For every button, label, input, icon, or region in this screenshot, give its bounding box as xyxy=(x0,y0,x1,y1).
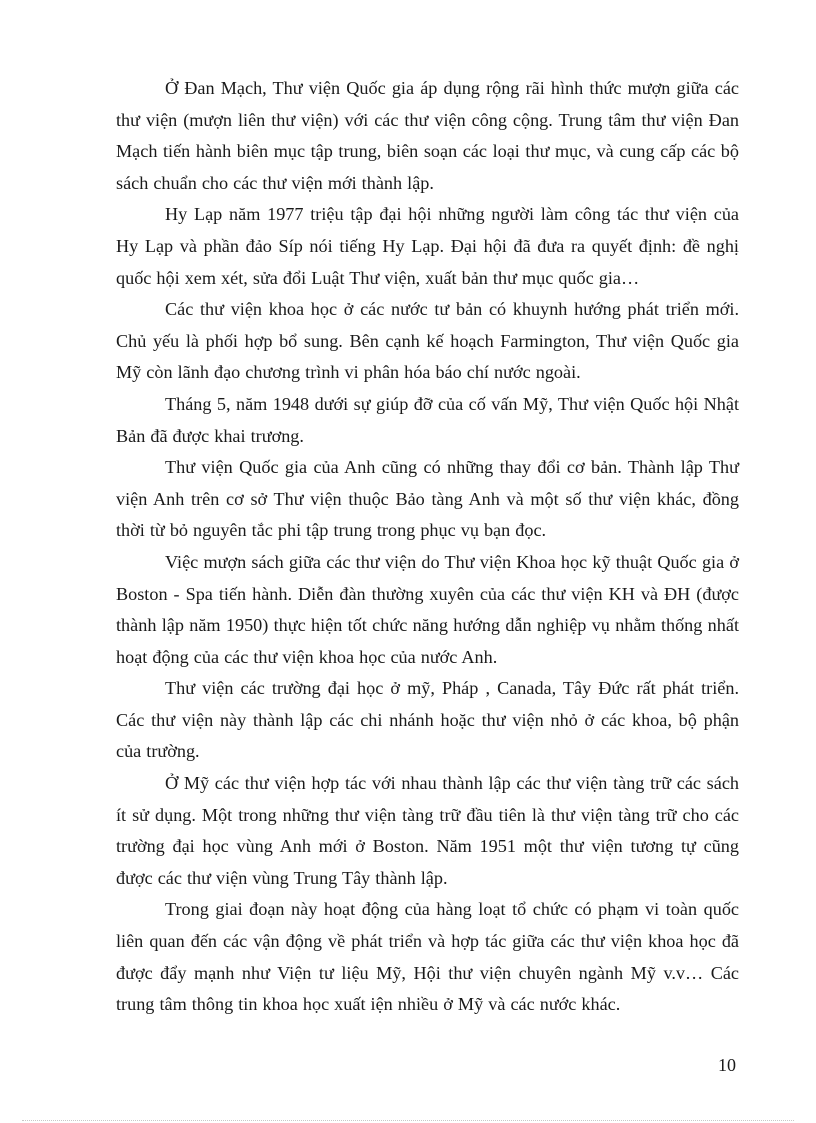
body-text xyxy=(116,73,739,1021)
page-bottom-divider xyxy=(22,1120,794,1121)
paragraph-denmark: Ở Đan Mạch, Thư viện Quốc gia áp dụng rộng rãi hình thức mượn giữa các thư viện (mượn liên thư viện) với các thư viện công cộng. Trung tâm thư viện Đan Mạch tiến hành biên mục tập trung, biên soạn các loại thư mục, và cung cấp các bộ sách chuẩn cho các thư viện mới thành lập. xyxy=(116,78,739,193)
paragraph-greece: Hy Lạp năm 1977 triệu tập đại hội những người làm công tác thư viện của Hy Lạp và phần đảo Síp nói tiếng Hy Lạp. Đại hội đã đưa ra quyết định: đề nghị quốc hội xem xét, sửa đổi Luật Thư viện, xuất bản thư mục quốc gia… xyxy=(116,204,739,288)
paragraph-university-libraries: Thư viện các trường đại học ở mỹ, Pháp , Canada, Tây Đức rất phát triển. Các thư viện này thành lập các chi nhánh hoặc thư viện nhỏ ở các khoa, bộ phận của trường. xyxy=(116,678,739,762)
paragraph-boston-spa: Việc mượn sách giữa các thư viện do Thư viện Khoa học kỹ thuật Quốc gia ở Boston - Spa tiến hành. Diễn đàn thường xuyên của các thư viện KH và ĐH (được thành lập năm 1950) thực hiện tốt chức năng hướng dẫn nghiệp vụ nhằm thống nhất hoạt động của các thư viện khoa học của nước Anh. xyxy=(116,551,739,667)
paragraph-science-libraries: Các thư viện khoa học ở các nước tư bản có khuynh hướng phát triển mới. Chủ yếu là phối hợp bổ sung. Bên cạnh kế hoạch Farmington, Thư viện Quốc gia Mỹ còn lãnh đạo chương trình vi phân hóa báo chí nước ngoài. xyxy=(116,299,739,383)
paragraph-storage-libraries: Ở Mỹ các thư viện hợp tác với nhau thành lập các thư viện tàng trữ các sách ít sử dụng. Một trong những thư viện tàng trữ đầu tiên là thư viện tàng trữ cho các trường đại học vùng Anh mới ở Boston. Năm 1951 một thư viện tương tự cũng được các thư viện vùng Trung Tây thành lập. xyxy=(116,773,739,888)
paragraph-japan: Tháng 5, năm 1948 dưới sự giúp đỡ của cố vấn Mỹ, Thư viện Quốc hội Nhật Bản đã được khai trương. xyxy=(116,393,739,446)
page-number: 10 xyxy=(718,1055,736,1075)
paragraph-national-organizations: Trong giai đoạn này hoạt động của hàng loạt tổ chức có phạm vi toàn quốc liên quan đến các vận động về phát triển và hợp tác giữa các thư viện khoa học đã được đẩy mạnh như Viện tư liệu Mỹ, Hội thư viện chuyên ngành Mỹ v.v… Các trung tâm thông tin khoa học xuất iện nhiều ở Mỹ và các nước khác. xyxy=(116,899,739,1015)
paragraph-british-library: Thư viện Quốc gia của Anh cũng có những thay đổi cơ bản. Thành lập Thư viện Anh trên cơ sở Thư viện thuộc Bảo tàng Anh và một số thư viện khác, đồng thời từ bỏ nguyên tắc phi tập trung trong phục vụ bạn đọc. xyxy=(116,457,739,541)
